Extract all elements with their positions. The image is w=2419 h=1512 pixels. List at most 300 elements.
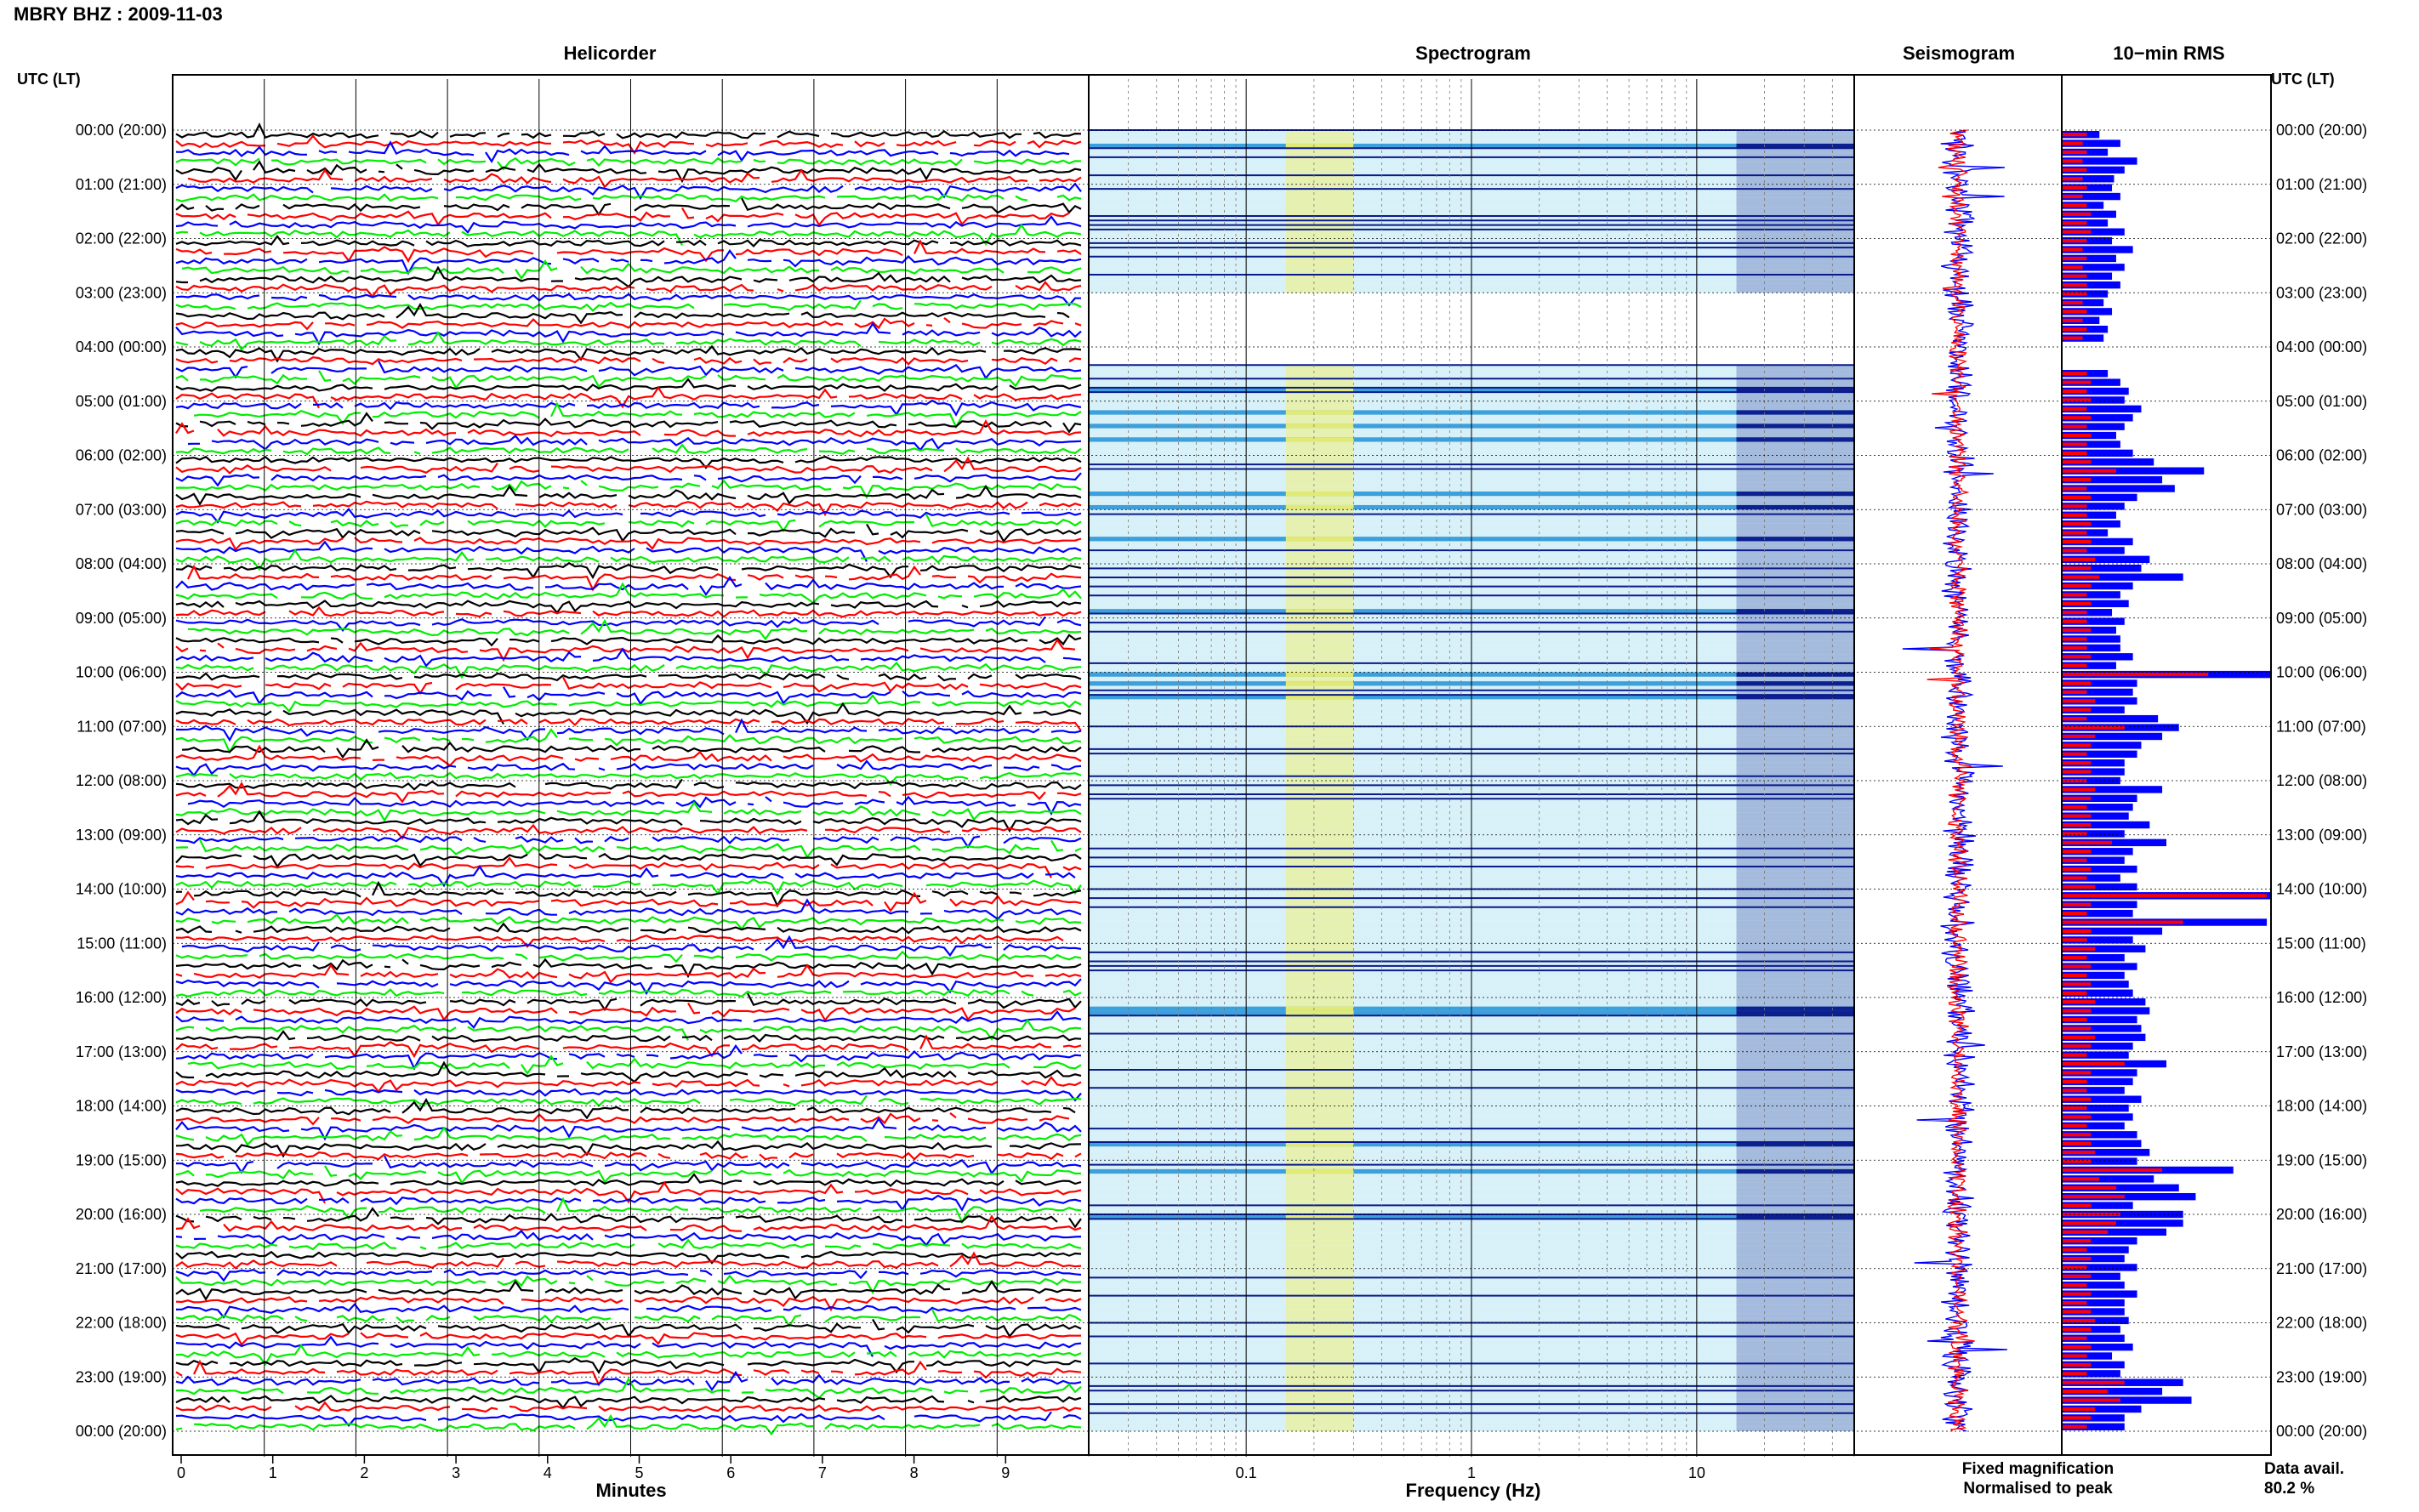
spectrogram-microseism-band: [1286, 1422, 1354, 1426]
spectrogram-highfreq-band: [1737, 758, 1854, 762]
rms-normalised-bar: [2062, 611, 2087, 614]
time-tick-right: 00:00 (20:00): [2276, 1423, 2368, 1440]
time-tick-right: 09:00 (05:00): [2276, 609, 2368, 627]
spectrogram-microseism-band: [1286, 560, 1354, 564]
spectrogram-highfreq-band: [1737, 528, 1854, 532]
right-time-ticks: [2276, 122, 2367, 1440]
spectrogram-highfreq-band: [1737, 234, 1854, 238]
helicorder-traces: [176, 125, 1081, 1435]
spectrogram-microseism-band: [1286, 826, 1354, 830]
spectrogram-microseism-band: [1286, 474, 1354, 478]
helicorder-trace-row: [176, 304, 1081, 322]
rms-normalised-bar: [2062, 425, 2087, 429]
time-tick-right: 20:00 (16:00): [2276, 1206, 2368, 1223]
spectrogram-microseism-band: [1286, 935, 1354, 939]
spectrogram-microseism-band: [1286, 731, 1354, 736]
spectrogram-highfreq-band: [1737, 1052, 1854, 1056]
spectrogram-microseism-band: [1286, 1020, 1354, 1025]
helicorder-trace-row: [176, 1282, 1081, 1299]
rms-normalised-bar: [2062, 1310, 2091, 1313]
rms-normalised-bar: [2062, 1195, 2125, 1198]
spectrogram-microseism-band: [1286, 912, 1354, 916]
helicorder-trace-row: [176, 1012, 1081, 1027]
spectrogram-highfreq-band: [1737, 1300, 1854, 1305]
rms-normalised-bar: [2062, 1026, 2091, 1030]
spectrogram-microseism-band: [1286, 537, 1354, 541]
spectrogram-microseism-band: [1286, 410, 1354, 414]
spectrogram-highfreq-band: [1737, 1314, 1854, 1318]
spectrogram-microseism-band: [1286, 713, 1354, 717]
rms-normalised-bar: [2062, 850, 2091, 853]
spectrogram-microseism-band: [1286, 1341, 1354, 1345]
spectrogram-microseism-band: [1286, 456, 1354, 460]
spectrogram-microseism-band: [1286, 916, 1354, 920]
helicorder-trace-row: [176, 952, 1081, 961]
spectrogram-microseism-band: [1286, 704, 1354, 708]
spectrogram-highfreq-band: [1737, 492, 1854, 496]
rms-normalised-bar: [2062, 753, 2087, 756]
spectrogram-microseism-band: [1286, 1043, 1354, 1047]
helicorder-trace-row: [176, 371, 1081, 388]
rms-normalised-bar: [2062, 213, 2091, 216]
rms-normalised-bar: [2062, 938, 2087, 941]
helicorder-trace-row: [176, 1305, 1081, 1317]
spectrogram-highfreq-band: [1737, 605, 1854, 609]
helicorder-trace-row: [176, 198, 1081, 214]
rms-normalised-bar: [2062, 1231, 2108, 1234]
rms-normalised-bar: [2062, 434, 2091, 437]
rms-normalised-bar: [2062, 1337, 2087, 1340]
availability-value: 80.2 %: [2264, 1480, 2315, 1498]
spectrogram-highfreq-band: [1737, 640, 1854, 645]
spectrogram-highfreq-band: [1737, 654, 1854, 658]
helicorder-trace-row: [188, 436, 1081, 451]
time-tick-right: 05:00 (01:00): [2276, 392, 2368, 410]
helicorder-trace-row: [176, 1396, 1081, 1408]
spectrogram-microseism-band: [1286, 1191, 1354, 1196]
spectrogram-highfreq-band: [1737, 830, 1854, 834]
time-tick-right: 18:00 (14:00): [2276, 1097, 2368, 1115]
spectrogram-microseism-band: [1286, 532, 1354, 537]
spectrogram-microseism-band: [1286, 207, 1354, 211]
helicorder-trace-row: [176, 1252, 1081, 1263]
spectrogram-highfreq-band: [1737, 1191, 1854, 1196]
spectrogram-microseism-band: [1286, 179, 1354, 184]
rms-normalised-bar: [2062, 301, 2083, 304]
helicorder-trace-row: [176, 773, 1081, 784]
spectrogram-highfreq-band: [1737, 1115, 1854, 1119]
spectrogram-highfreq-band: [1737, 1119, 1854, 1123]
spectrogram-microseism-band: [1286, 1151, 1354, 1156]
spectrogram-microseism-band: [1286, 1228, 1354, 1232]
spectrogram-highfreq-band: [1737, 1395, 1854, 1400]
spectrogram-microseism-band: [1286, 1197, 1354, 1201]
spectrogram-microseism-band: [1286, 1264, 1354, 1268]
spectrogram-highfreq-band: [1737, 677, 1854, 681]
rms-normalised-bar: [2062, 717, 2087, 720]
helicorder-trace-row: [176, 990, 1081, 997]
spectrogram-highfreq-band: [1737, 916, 1854, 920]
rms-normalised-bar: [2062, 1106, 2087, 1110]
spectrogram-highfreq-band: [1737, 554, 1854, 559]
spectrogram-microseism-band: [1286, 821, 1354, 826]
rms-normalised-bar: [2062, 389, 2087, 393]
rms-normalised-bar: [2062, 982, 2091, 986]
spectrogram-highfreq-band: [1737, 560, 1854, 564]
rms-normalised-bar: [2062, 283, 2087, 287]
rms-normalised-bar: [2062, 496, 2091, 499]
time-tick-right: 06:00 (02:00): [2276, 446, 2368, 464]
spectrogram-microseism-band: [1286, 1224, 1354, 1228]
rms-normalised-bar: [2062, 1407, 2095, 1411]
time-tick-left: 13:00 (09:00): [75, 826, 167, 844]
spectrogram-highfreq-band: [1737, 600, 1854, 605]
spectrogram-highfreq-band: [1737, 925, 1854, 929]
rms-normalised-bar: [2062, 1257, 2091, 1260]
spectrogram-microseism-band: [1286, 1097, 1354, 1101]
rms-normalised-bar: [2062, 576, 2099, 579]
spectrogram-microseism-band: [1286, 523, 1354, 527]
helicorder-trace-row: [176, 761, 1081, 776]
time-tick-right: 15:00 (11:00): [2276, 935, 2366, 952]
spectrogram-highfreq-band: [1737, 474, 1854, 478]
spectrogram-highfreq-band: [1737, 912, 1854, 916]
spectrogram-microseism-band: [1286, 763, 1354, 767]
spectrogram-microseism-band: [1286, 1395, 1354, 1400]
spectrogram-microseism-band: [1286, 699, 1354, 703]
spectrogram-microseism-band: [1286, 437, 1354, 441]
spectrogram-highfreq-band: [1737, 871, 1854, 875]
spectrogram-title: Spectrogram: [1415, 43, 1531, 64]
rms-normalised-bar: [2062, 1221, 2116, 1225]
x-ticks: [177, 1455, 1705, 1481]
spectrogram-microseism-band: [1286, 1106, 1354, 1111]
rms-normalised-bar: [2062, 239, 2087, 242]
spectrogram-xlabel: Frequency (Hz): [1405, 1480, 1541, 1501]
rms-normalised-bar: [2062, 593, 2087, 596]
spectrogram-microseism-band: [1286, 817, 1354, 821]
rms-normalised-bar: [2062, 681, 2091, 685]
helicorder-trace-row: [176, 524, 1081, 541]
spectrogram-highfreq-band: [1737, 1060, 1854, 1065]
rms-normalised-bar: [2062, 841, 2112, 844]
rms-normalised-bar: [2062, 956, 2087, 959]
spectrogram-microseism-band: [1286, 451, 1354, 455]
spectrogram-microseism-band: [1286, 1269, 1354, 1273]
spectrogram-highfreq-band: [1737, 980, 1854, 984]
rms-normalised-bar: [2062, 1151, 2095, 1154]
rms-normalised-bar: [2062, 646, 2087, 650]
spectrogram-microseism-band: [1286, 1156, 1354, 1160]
spectrogram-microseism-band: [1286, 1174, 1354, 1178]
time-tick-left: 00:00 (20:00): [75, 1423, 167, 1440]
spectrogram-highfreq-band: [1737, 1427, 1854, 1431]
helicorder-trace-row: [176, 1208, 1081, 1227]
rms-normalised-bar: [2062, 407, 2087, 411]
spectrogram-microseism-band: [1286, 234, 1354, 238]
spectrogram-highfreq-band: [1737, 1242, 1854, 1246]
helicorder-trace-row: [176, 401, 1081, 415]
spectrogram-highfreq-band: [1737, 1002, 1854, 1006]
time-tick-left: 18:00 (14:00): [75, 1097, 167, 1115]
spectrogram-microseism-band: [1286, 681, 1354, 685]
spectrogram-highfreq-band: [1737, 1287, 1854, 1291]
spectrogram-highfreq-band: [1737, 1146, 1854, 1151]
spectrogram-highfreq-band: [1737, 415, 1854, 419]
spectrogram-highfreq-band: [1737, 139, 1854, 144]
spectrogram-microseism-band: [1286, 1377, 1354, 1381]
rms-normalised-bar: [2062, 974, 2087, 977]
spectrogram-highfreq-band: [1737, 1422, 1854, 1426]
spectrogram-microseism-band: [1286, 202, 1354, 207]
helicorder-trace-row: [176, 1156, 1081, 1173]
spectrogram-microseism-band: [1286, 446, 1354, 451]
spectrogram-highfreq-band: [1737, 835, 1854, 839]
spectrogram-highfreq-band: [1737, 279, 1854, 283]
spectrogram-highfreq-band: [1737, 451, 1854, 455]
spectrogram-highfreq-band: [1737, 1197, 1854, 1201]
spectrogram-highfreq-band: [1737, 401, 1854, 406]
spectrogram-microseism-band: [1286, 419, 1354, 423]
helicorder-trace-row: [176, 837, 1081, 847]
helicorder-x-label: 1: [268, 1464, 277, 1481]
spectrogram-microseism-band: [1286, 975, 1354, 979]
rms-normalised-bar: [2062, 761, 2091, 765]
spectrogram-microseism-band: [1286, 1052, 1354, 1056]
rms-normalised-bar: [2062, 1036, 2095, 1039]
spectrogram-highfreq-band: [1737, 1341, 1854, 1345]
spectrogram-highfreq-band: [1737, 1327, 1854, 1332]
rms-normalised-bar: [2062, 876, 2087, 879]
spectrogram-highfreq-band: [1737, 288, 1854, 293]
spectrogram-highfreq-band: [1737, 419, 1854, 423]
figure-title: MBRY BHZ : 2009-11-03: [14, 3, 223, 25]
time-tick-left: 12:00 (08:00): [75, 772, 167, 789]
spectrogram-highfreq-band: [1737, 261, 1854, 265]
spectrogram-highfreq-band: [1737, 650, 1854, 654]
rms-normalised-bar: [2062, 1293, 2091, 1296]
spectrogram-microseism-band: [1286, 487, 1354, 492]
rms-normalised-bar: [2062, 460, 2091, 463]
spectrogram-highfreq-band: [1737, 718, 1854, 722]
rms-normalised-bar: [2062, 1319, 2095, 1322]
spectrogram-highfreq-band: [1737, 456, 1854, 460]
spectrogram-microseism-band: [1286, 677, 1354, 681]
rms-normalised-bar: [2062, 1142, 2091, 1145]
rms-normalised-bar: [2062, 664, 2087, 668]
helicorder-trace-row: [176, 473, 1081, 486]
spectrogram-highfreq-band: [1737, 202, 1854, 207]
rms-normalised-bar: [2062, 1000, 2095, 1003]
spectrogram-highfreq-band: [1737, 396, 1854, 401]
helicorder-trace-row: [176, 674, 1081, 680]
helicorder-trace-row: [176, 480, 1081, 497]
helicorder-trace-row: [176, 1152, 1081, 1159]
rms-normalised-bar: [2062, 1089, 2087, 1092]
spectrogram-microseism-band: [1286, 835, 1354, 839]
rms-normalised-bar: [2062, 416, 2091, 419]
spectrogram-microseism-band: [1286, 871, 1354, 875]
spectrogram-highfreq-band: [1737, 537, 1854, 541]
helicorder-trace-row: [176, 601, 1081, 613]
time-tick-left: 20:00 (16:00): [75, 1206, 167, 1223]
spectrogram-highfreq-band: [1737, 1093, 1854, 1097]
rms-normalised-bar: [2062, 1204, 2091, 1208]
spectrogram-microseism-band: [1286, 1111, 1354, 1115]
spectrogram-microseism-band: [1286, 1350, 1354, 1354]
spectrogram-microseism-band: [1286, 1259, 1354, 1264]
helicorder-x-label: 6: [726, 1464, 736, 1481]
spectrogram-highfreq-band: [1737, 442, 1854, 446]
spectrogram-highfreq-band: [1737, 478, 1854, 482]
rms-normalised-bar: [2062, 265, 2083, 269]
spectrogram-microseism-band: [1286, 1305, 1354, 1309]
helicorder-trace-row: [176, 696, 1081, 711]
helicorder-trace-row: [176, 924, 1081, 933]
spectrogram-highfreq-band: [1737, 1259, 1854, 1264]
spectrogram-highfreq-band: [1737, 134, 1854, 139]
spectrogram-microseism-band: [1286, 167, 1354, 171]
rms-normalised-bar: [2062, 514, 2087, 517]
time-tick-left: 19:00 (15:00): [75, 1151, 167, 1169]
spectrogram-microseism-band: [1286, 1179, 1354, 1183]
rms-normalised-bar: [2062, 964, 2091, 968]
helicorder-trace-row: [176, 1095, 1081, 1106]
spectrogram-highfreq-band: [1737, 437, 1854, 441]
rms-normalised-bar: [2062, 1345, 2091, 1349]
spectrogram-highfreq-band: [1737, 433, 1854, 437]
spectrogram-highfreq-band: [1737, 943, 1854, 947]
rms-normalised-bar: [2062, 151, 2087, 154]
rms-normalised-bar: [2062, 1390, 2108, 1393]
rms-normalised-bar: [2062, 743, 2091, 747]
helicorder-trace-row: [176, 1270, 1081, 1281]
rms-normalised-bar: [2062, 1044, 2091, 1048]
time-tick-right: 19:00 (15:00): [2276, 1151, 2368, 1169]
spectrogram-microseism-band: [1286, 482, 1354, 486]
time-tick-left: 09:00 (05:00): [75, 609, 167, 627]
spectrogram-microseism-band: [1286, 636, 1354, 640]
rms-normalised-bar: [2062, 770, 2091, 774]
spectrogram-highfreq-band: [1737, 429, 1854, 433]
rms-normalised-bar: [2062, 558, 2095, 561]
time-tick-left: 22:00 (18:00): [75, 1314, 167, 1332]
spectrogram-highfreq-band: [1737, 998, 1854, 1002]
spectrogram-x-label: 10: [1688, 1464, 1705, 1481]
spectrogram-highfreq-band: [1737, 1025, 1854, 1029]
spectrogram-microseism-band: [1286, 1242, 1354, 1246]
helicorder-trace-row: [176, 935, 1081, 946]
helicorder-trace-row: [176, 162, 1081, 181]
spectrogram-microseism-band: [1286, 1345, 1354, 1350]
rms-normalised-bar: [2062, 859, 2087, 862]
spectrogram-microseism-band: [1286, 193, 1354, 197]
spectrogram-microseism-band: [1286, 993, 1354, 998]
helicorder-x-label: 4: [543, 1464, 552, 1481]
helicorder-trace-row: [176, 158, 1081, 169]
spectrogram-microseism-band: [1286, 1368, 1354, 1373]
helicorder-trace-row: [176, 1077, 1081, 1092]
spectrogram-highfreq-band: [1737, 541, 1854, 545]
spectrogram-microseism-band: [1286, 139, 1354, 144]
spectrogram-microseism-band: [1286, 1251, 1354, 1255]
spectrogram-highfreq-band: [1737, 1047, 1854, 1051]
helicorder-trace-row: [176, 826, 1081, 838]
spectrogram-highfreq-band: [1737, 1074, 1854, 1078]
rms-normalised-bar: [2062, 673, 2208, 676]
spectrogram-highfreq-band: [1737, 731, 1854, 736]
rms-normalised-bar: [2062, 319, 2083, 322]
spectrogram-microseism-band: [1286, 812, 1354, 816]
spectrogram-highfreq-band: [1737, 808, 1854, 812]
rms-normalised-bar: [2062, 947, 2095, 951]
spectrogram-highfreq-band: [1737, 673, 1854, 677]
spectrogram-microseism-band: [1286, 767, 1354, 771]
helicorder-title: Helicorder: [563, 43, 657, 64]
rms-normalised-bar: [2062, 1186, 2116, 1190]
spectrogram-microseism-band: [1286, 528, 1354, 532]
spectrogram-microseism-band: [1286, 600, 1354, 605]
spectrogram-highfreq-band: [1737, 1169, 1854, 1174]
rms-normalised-bar: [2062, 168, 2087, 172]
spectrogram-highfreq-band: [1737, 1355, 1854, 1359]
helicorder-trace-row: [182, 261, 1081, 278]
helicorder-trace-row: [176, 1113, 1081, 1124]
rms-normalised-bar: [2062, 735, 2095, 738]
spectrogram-highfreq-band: [1737, 370, 1854, 374]
spectrogram-microseism-band: [1286, 1246, 1354, 1250]
helicorder-trace-row: [176, 300, 1081, 310]
helicorder-trace-row: [176, 1216, 1081, 1231]
helicorder-trace-row: [176, 563, 1081, 577]
rms-normalised-bar: [2062, 1009, 2091, 1013]
helicorder-trace-row: [176, 514, 1081, 531]
rms-normalised-bar: [2062, 823, 2091, 827]
rms-normalised-bar: [2062, 787, 2095, 791]
helicorder-trace-row: [176, 509, 1081, 522]
spectrogram-highfreq-band: [1737, 839, 1854, 844]
helicorder-trace-row: [176, 1412, 1081, 1425]
rms-normalised-bar: [2062, 691, 2087, 694]
rms-normalised-bar: [2062, 1372, 2087, 1375]
time-tick-right: 10:00 (06:00): [2276, 663, 2368, 681]
time-tick-right: 14:00 (10:00): [2276, 880, 2368, 898]
spectrogram-highfreq-band: [1737, 880, 1854, 884]
spectrogram-microseism-band: [1286, 492, 1354, 496]
spectrogram-highfreq-band: [1737, 284, 1854, 288]
spectrogram-highfreq-band: [1737, 523, 1854, 527]
spectrogram-microseism-band: [1286, 1146, 1354, 1151]
rms-normalised-bar: [2062, 133, 2087, 136]
spectrogram-highfreq-band: [1737, 984, 1854, 988]
rms-normalised-bar: [2062, 469, 2116, 473]
spectrogram-highfreq-band: [1737, 1101, 1854, 1106]
rms-normalised-bar: [2062, 584, 2091, 588]
spectrogram-highfreq-band: [1737, 501, 1854, 505]
time-tick-left: 07:00 (03:00): [75, 501, 167, 519]
spectrogram-highfreq-band: [1737, 1282, 1854, 1287]
spectrogram-microseism-band: [1286, 541, 1354, 545]
spectrogram-microseism-band: [1286, 804, 1354, 808]
helicorder-trace-row: [176, 704, 1081, 725]
spectrogram-microseism-band: [1286, 1310, 1354, 1314]
spectrogram-highfreq-band: [1737, 1269, 1854, 1273]
time-tick-left: 17:00 (13:00): [75, 1043, 167, 1060]
spectrogram-highfreq-band: [1737, 1350, 1854, 1354]
helicorder-trace-row: [176, 195, 1081, 202]
helicorder-x-label: 9: [1001, 1464, 1010, 1481]
helicorder-trace-row: [176, 1319, 1081, 1336]
